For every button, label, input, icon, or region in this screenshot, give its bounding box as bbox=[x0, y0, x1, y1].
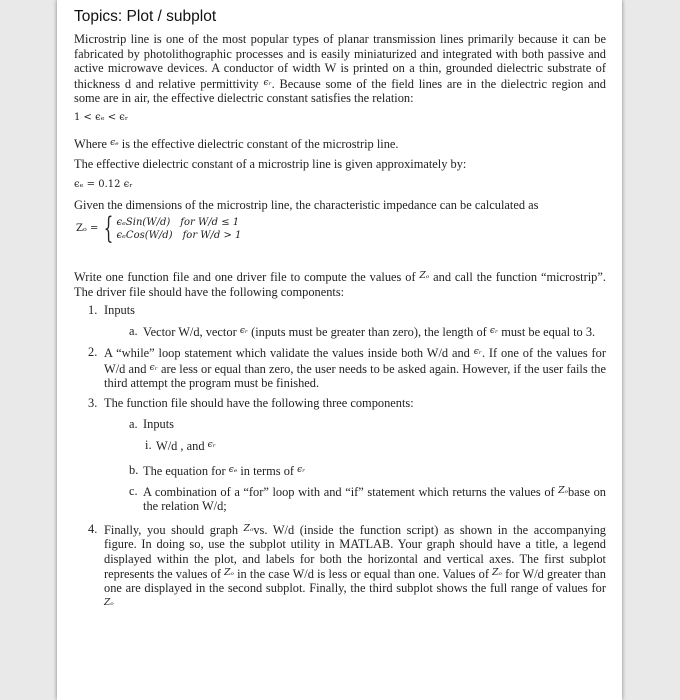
page-title: Topics: Plot / subplot bbox=[74, 8, 217, 25]
epsilon-e-symbol: ϵₑ bbox=[110, 137, 119, 148]
list-item: 4. Finally, you should graph $^{Z_o}$vs. W/d (inside the function script) as shown in the accompanying figure. In doing so, use the subplot utility in MATLAB. Your graph should have a title, a legend displayed within the plot, and labels for both the horizontal and vertical axes. The first subplot represents the values of $^{Z_o}$ in the case W/d is less or equal than one. Values of $^{Z_o}$ for W/d greater than one are displayed in the second subplot. Finally, the third subplot shows the full range of values for $^{Z_o}$ bbox=[88, 521, 606, 608]
list-item: c. A combination of a “for” loop with and “if” statement which returns the values of $^{Z_o}$base on the relation W/d; bbox=[129, 483, 606, 514]
list-item: a. Inputs i. W/d , and $^{\epsilon ᵣ}$ bbox=[104, 417, 606, 454]
requirements-list bbox=[74, 303, 606, 611]
list-item: 1. Inputs a. Vector W/d, vector $^{\epsilon ᵣ}$ (inputs must be greater than zero), the length of $^{\epsilon ᵣ}$ must be equal to 3. bbox=[74, 303, 606, 339]
list-item: a. Vector W/d, vector $^{\epsilon ᵣ}$ (inputs must be greater than zero), the length of $^{\epsilon ᵣ}$ must be equal to 3. bbox=[129, 323, 596, 339]
list-item: b. The equation for $^{\epsilon_e}$ in terms of $^{\epsilon ᵣ}$ bbox=[129, 462, 306, 478]
task-paragraph: Write one function file and one driver file to compute the values of $^{Z_o}$ and call the function “microstrip”. The driver file should have the following components: bbox=[74, 270, 606, 299]
list-item: 2. A “while” loop statement which validate the values inside both W/d and $^{\epsilon ᵣ}$. If one of the values for W/d and $^{\epsilon ᵣ}$ are less or equal than zero, the user needs to be asked again. However, if the user fails the third attempt the program must be finished. bbox=[88, 345, 607, 390]
effective-permittivity-equation: ϵₑ = 0.12 ϵᵣ bbox=[74, 178, 133, 190]
impedance-equation: Zₒ = { ϵₑSin(W/d) for W/d ≤ 1 ϵₑCos(W/d) for W/d > 1 bbox=[76, 211, 242, 247]
list-item: i. W/d , and $^{\epsilon ᵣ}$ bbox=[145, 438, 216, 454]
impedance-intro-line: Given the dimensions of the microstrip line, the characteristic impedance can be calculated as bbox=[74, 198, 539, 213]
where-line: Where $^{\epsilon_e}$ is the effective dielectric constant of the microstrip line. bbox=[74, 136, 399, 151]
epsilon-r-symbol: ϵᵣ bbox=[263, 77, 272, 88]
approx-line: The effective dielectric constant of a microstrip line is given approximately by: bbox=[74, 157, 467, 172]
list-item: 3. The function file should have the following three components: a. Inputs i. W/d , and $^{\epsilon ᵣ}$ b. The equation for $^{\epsilon_e}$ in terms of $^{\epsilon ᵣ}$ c. A combination of a “for” loop with and “if” statement which returns the values of $^{Z_o}$base on the relation W/d; bbox=[88, 396, 606, 514]
intro-paragraph: Microstrip line is one of the most popular types of planar transmission lines primarily because it can be fabricated by photolithographic processes and is easily miniaturized and integrated with both passive and active microwave devices. A conductor of width W is printed on a thin, grounded dielectric substrate of thickness d and relative permittivity $^{\epsilon ᵣ}$. Because some of the field lines are in the dielectric region and some are in air, the effective dielectric constant satisfies the relation: bbox=[74, 32, 606, 106]
document-page bbox=[57, 0, 622, 700]
relation-equation: 1 < ϵₑ < ϵᵣ bbox=[74, 112, 129, 124]
